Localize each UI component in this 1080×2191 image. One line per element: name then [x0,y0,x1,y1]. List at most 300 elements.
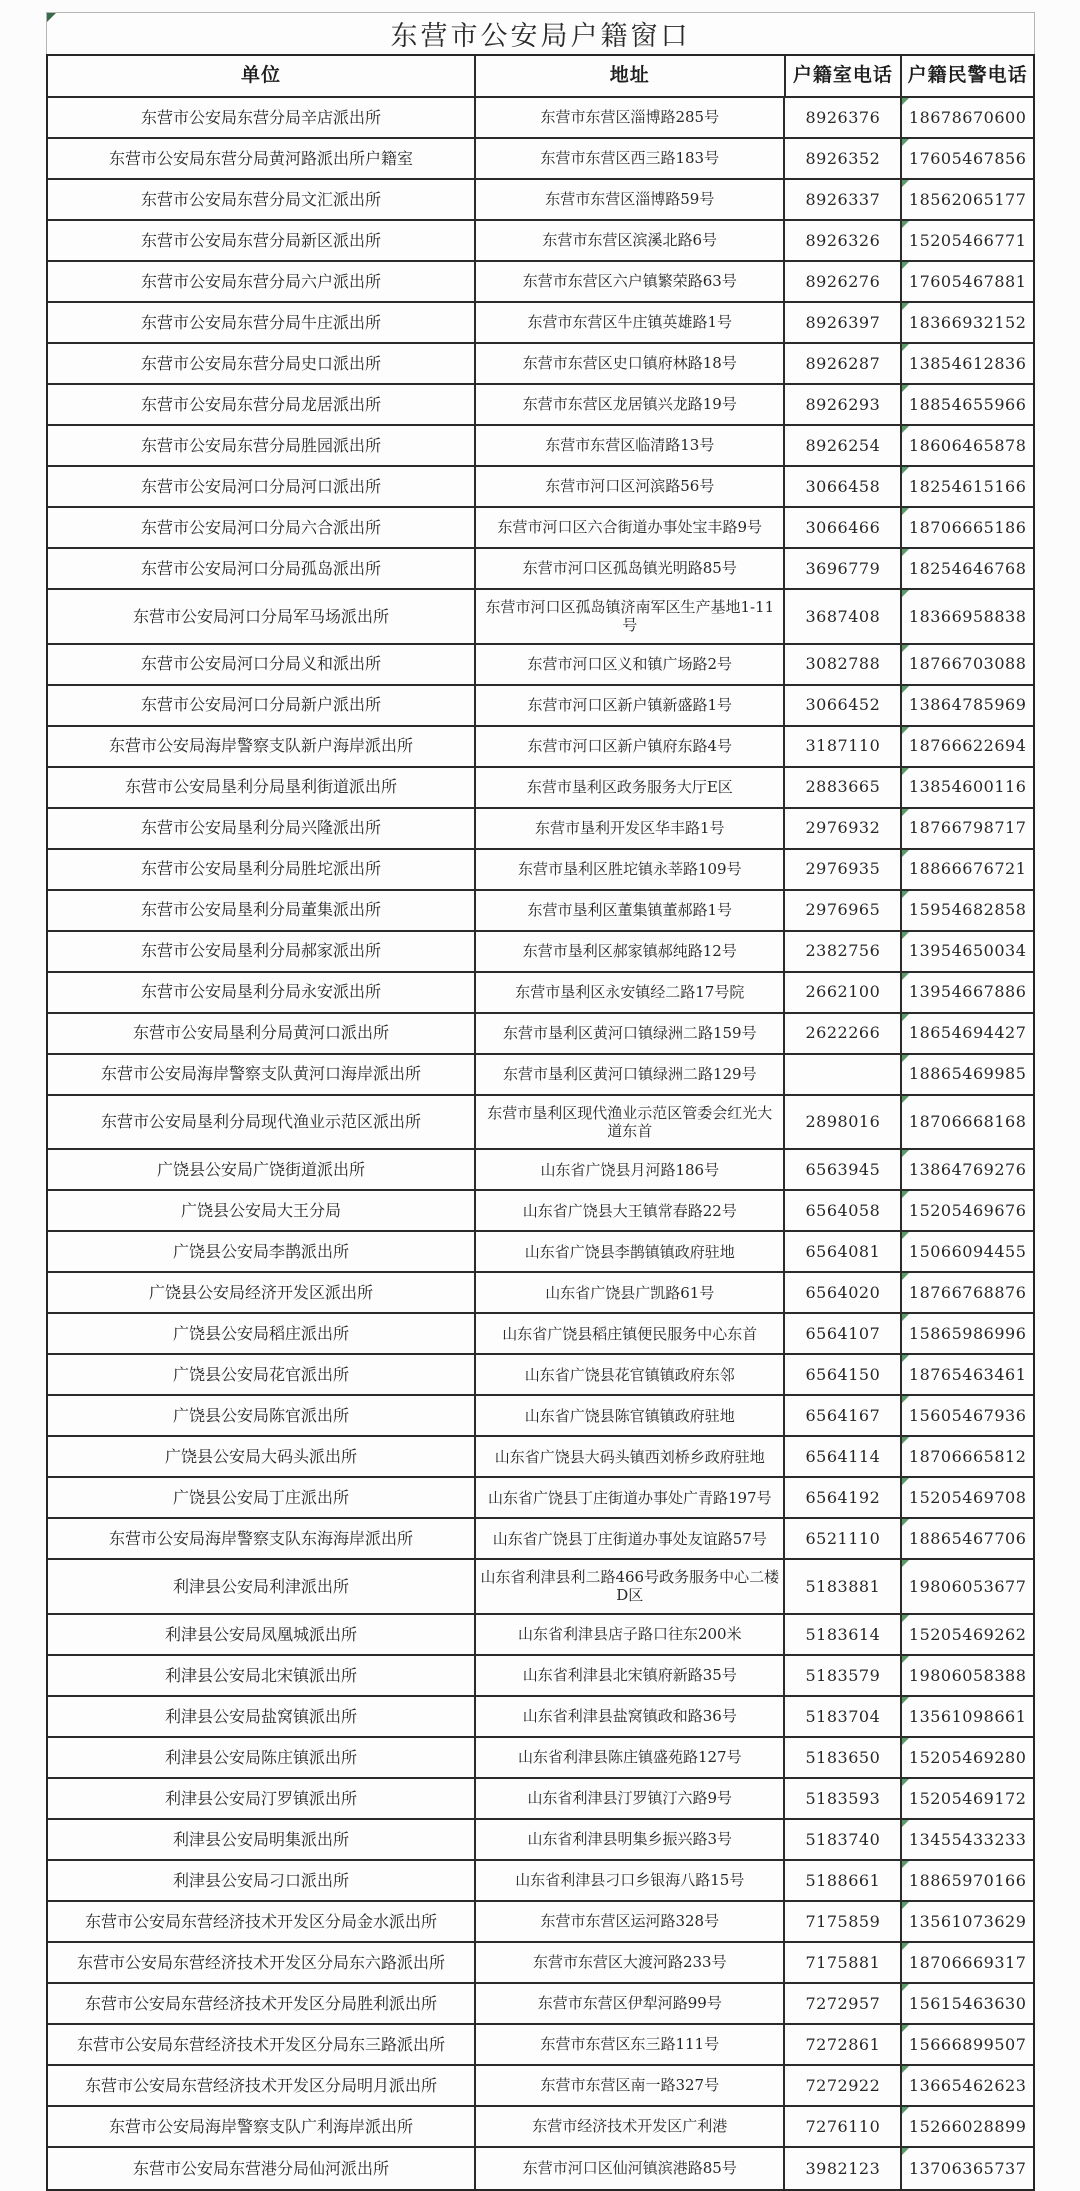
table-row [48,1656,1033,1697]
table-row [48,2107,1033,2148]
unit-cell: 东营市公安局垦利分局黄河口派出所 [48,1014,476,1053]
address-cell: 东营市东营区南一路327号 [476,2066,785,2105]
column-header-officer-phone: 户籍民警电话 [907,64,1028,87]
unit-cell: 利津县公安局明集派出所 [48,1820,476,1859]
officer-phone-cell: 15605467936 [902,1396,1033,1435]
address-cell: 东营市垦利区胜坨镇永莘路109号 [476,850,785,889]
unit-cell: 东营市公安局东营分局六户派出所 [48,262,476,301]
room-phone-cell: 5183881 [785,1560,902,1613]
officer-phone-cell: 15066094455 [902,1232,1033,1271]
officer-phone-cell: 17605467881 [902,262,1033,301]
room-phone-cell: 2382756 [785,932,902,971]
table-row [48,645,1033,686]
table-grid [46,54,1035,2191]
officer-phone-cell: 18865467706 [902,1519,1033,1558]
unit-cell: 广饶县公安局陈官派出所 [48,1396,476,1435]
room-phone-cell: 7272861 [785,2025,902,2064]
address-cell: 山东省利津县利二路466号政务服务中心二楼D区 [476,1560,785,1613]
officer-phone-cell: 15205469172 [902,1779,1033,1818]
cell-corner-marker-icon [902,1615,909,1622]
address-cell: 东营市东营区龙居镇兴龙路19号 [476,385,785,424]
table-row [48,1738,1033,1779]
table-row [48,1560,1033,1615]
table-title-row [46,12,1035,54]
cell-corner-marker-icon [902,426,909,433]
address-cell: 东营市垦利区政务服务大厅E区 [476,768,785,807]
table-row [48,344,1033,385]
table-row [48,891,1033,932]
table-row [48,932,1033,973]
table-row [48,98,1033,139]
cell-corner-marker-icon [902,1984,909,1991]
cell-corner-marker-icon [902,549,909,556]
table-row [48,549,1033,590]
table-row [48,426,1033,467]
address-cell: 东营市东营区临清路13号 [476,426,785,465]
column-header-unit: 单位 [48,56,476,96]
officer-phone-cell: 18706668168 [902,1096,1033,1149]
cell-corner-marker-icon [902,1232,909,1239]
unit-cell: 利津县公安局凤凰城派出所 [48,1615,476,1654]
address-cell: 东营市垦利区永安镇经二路17号院 [476,973,785,1012]
room-phone-cell: 8926287 [785,344,902,383]
room-phone-cell: 8926326 [785,221,902,260]
officer-phone-cell: 18854655966 [902,385,1033,424]
officer-phone-cell: 13864769276 [902,1150,1033,1189]
room-phone-cell: 3696779 [785,549,902,588]
room-phone-cell: 7272922 [785,2066,902,2105]
cell-corner-marker-icon [902,262,909,269]
officer-phone-cell: 19806053677 [902,1560,1033,1613]
table-row [48,1984,1033,2025]
table-row [48,1519,1033,1560]
table-row [48,1478,1033,1519]
cell-corner-marker-icon [902,645,909,652]
address-cell: 山东省广饶县广凯路61号 [476,1273,785,1312]
officer-phone-cell: 18366958838 [902,590,1033,643]
cell-corner-marker-icon [902,1396,909,1403]
room-phone-cell: 6521110 [785,1519,902,1558]
unit-cell: 东营市公安局垦利分局董集派出所 [48,891,476,930]
cell-corner-marker-icon [902,1861,909,1868]
table-row [48,1314,1033,1355]
officer-phone-cell: 13854612836 [902,344,1033,383]
cell-corner-marker-icon [902,850,909,857]
unit-cell: 东营市公安局垦利分局现代渔业示范区派出所 [48,1096,476,1149]
table-row [48,809,1033,850]
address-cell: 东营市东营区滨溪北路6号 [476,221,785,260]
unit-cell: 东营市公安局河口分局六合派出所 [48,508,476,547]
address-cell: 东营市垦利区董集镇董郝路1号 [476,891,785,930]
unit-cell: 广饶县公安局大王分局 [48,1191,476,1230]
room-phone-cell: 5188661 [785,1861,902,1900]
officer-phone-cell: 15205469280 [902,1738,1033,1777]
officer-phone-cell: 18254615166 [902,467,1033,506]
officer-phone-cell: 19806058388 [902,1656,1033,1695]
table-row [48,850,1033,891]
address-cell: 东营市垦利区现代渔业示范区管委会红光大道东首 [476,1096,785,1149]
column-header-room-phone: 户籍室电话 [786,56,903,96]
unit-cell: 东营市公安局东营分局辛店派出所 [48,98,476,137]
cell-corner-marker-icon [902,1560,909,1567]
room-phone-cell: 8926397 [785,303,902,342]
cell-corner-marker-icon [902,344,909,351]
room-phone-cell: 5183650 [785,1738,902,1777]
unit-cell: 东营市公安局东营经济技术开发区分局东六路派出所 [48,1943,476,1982]
address-cell: 山东省利津县北宋镇府新路35号 [476,1656,785,1695]
address-cell: 山东省广饶县稻庄镇便民服务中心东首 [476,1314,785,1353]
table-row [48,1943,1033,1984]
room-phone-cell: 2976935 [785,850,902,889]
unit-cell: 东营市公安局东营分局文汇派出所 [48,180,476,219]
unit-cell: 东营市公安局东营经济技术开发区分局东三路派出所 [48,2025,476,2064]
address-cell: 东营市垦利区郝家镇郝纯路12号 [476,932,785,971]
unit-cell: 广饶县公安局经济开发区派出所 [48,1273,476,1312]
address-cell: 东营市东营区牛庄镇英雄路1号 [476,303,785,342]
officer-phone-cell: 18766622694 [902,727,1033,766]
officer-phone-cell: 13561073629 [902,1902,1033,1941]
address-cell: 东营市河口区孤岛镇济南军区生产基地1-11号 [476,590,785,643]
officer-phone-cell: 18562065177 [902,180,1033,219]
room-phone-cell: 3082788 [785,645,902,684]
officer-phone-cell: 18606465878 [902,426,1033,465]
room-phone-cell: 2622266 [785,1014,902,1053]
table-row [48,1697,1033,1738]
address-cell: 东营市东营区东三路111号 [476,2025,785,2064]
officer-phone-cell: 15865986996 [902,1314,1033,1353]
cell-corner-marker-icon [902,932,909,939]
room-phone-cell: 5183593 [785,1779,902,1818]
unit-cell: 利津县公安局利津派出所 [48,1560,476,1613]
cell-corner-marker-icon [902,891,909,898]
address-cell: 山东省广饶县大码头镇西刘桥乡政府驻地 [476,1437,785,1476]
unit-cell: 东营市公安局垦利分局垦利街道派出所 [48,768,476,807]
room-phone-cell: 2976965 [785,891,902,930]
address-cell: 东营市东营区大渡河路233号 [476,1943,785,1982]
table-row [48,2066,1033,2107]
unit-cell: 广饶县公安局丁庄派出所 [48,1478,476,1517]
cell-corner-marker-icon [902,2025,909,2032]
address-cell: 东营市东营区六户镇繁荣路63号 [476,262,785,301]
address-cell: 东营市垦利开发区华丰路1号 [476,809,785,848]
unit-cell: 东营市公安局东营港分局仙河派出所 [48,2148,476,2189]
room-phone-cell: 5183579 [785,1656,902,1695]
address-cell: 东营市河口区义和镇广场路2号 [476,645,785,684]
room-phone-cell: 5183704 [785,1697,902,1736]
address-cell: 东营市东营区运河路328号 [476,1902,785,1941]
cell-corner-marker-icon [902,727,909,734]
address-cell: 东营市东营区伊犁河路99号 [476,1984,785,2023]
unit-cell: 东营市公安局河口分局义和派出所 [48,645,476,684]
officer-phone-cell: 15205469708 [902,1478,1033,1517]
cell-corner-marker-icon [902,1355,909,1362]
officer-phone-cell: 15615463630 [902,1984,1033,2023]
officer-phone-cell: 13854600116 [902,768,1033,807]
room-phone-cell: 8926293 [785,385,902,424]
table-row [48,1014,1033,1055]
table-row [48,139,1033,180]
cell-corner-marker-icon [902,1478,909,1485]
room-phone-cell: 6564107 [785,1314,902,1353]
address-cell: 东营市河口区仙河镇滨港路85号 [476,2148,785,2189]
room-phone-cell: 8926254 [785,426,902,465]
room-phone-cell: 2883665 [785,768,902,807]
cell-corner-marker-icon [902,2066,909,2073]
cell-corner-marker-icon [902,1437,909,1444]
table-row [48,467,1033,508]
cell-corner-marker-icon [902,686,909,693]
cell-corner-marker-icon [47,13,56,22]
table-row [48,2148,1033,2189]
officer-phone-cell: 18706665812 [902,1437,1033,1476]
table-row [48,1615,1033,1656]
officer-phone-cell: 18366932152 [902,303,1033,342]
room-phone-cell: 6564058 [785,1191,902,1230]
household-registration-table [46,12,1035,2191]
address-cell: 山东省利津县明集乡振兴路3号 [476,1820,785,1859]
table-row [48,303,1033,344]
cell-corner-marker-icon [902,1697,909,1704]
officer-phone-cell: 15266028899 [902,2107,1033,2146]
unit-cell: 东营市公安局垦利分局兴隆派出所 [48,809,476,848]
unit-cell: 广饶县公安局稻庄派出所 [48,1314,476,1353]
officer-phone-cell: 18654694427 [902,1014,1033,1053]
room-phone-cell: 5183614 [785,1615,902,1654]
unit-cell: 广饶县公安局李鹊派出所 [48,1232,476,1271]
cell-corner-marker-icon [902,1519,909,1526]
room-phone-cell: 6564192 [785,1478,902,1517]
officer-phone-cell: 13954650034 [902,932,1033,971]
room-phone-cell: 7175859 [785,1902,902,1941]
room-phone-cell: 3982123 [785,2148,902,2189]
address-cell: 山东省利津县店子路口往东200米 [476,1615,785,1654]
table-row [48,1437,1033,1478]
unit-cell: 利津县公安局盐窝镇派出所 [48,1697,476,1736]
unit-cell: 广饶县公安局大码头派出所 [48,1437,476,1476]
cell-corner-marker-icon [902,98,909,105]
officer-phone-cell: 18254646768 [902,549,1033,588]
room-phone-cell: 8926352 [785,139,902,178]
officer-phone-cell: 18766798717 [902,809,1033,848]
cell-corner-marker-icon [902,508,909,515]
address-cell: 东营市河口区河滨路56号 [476,467,785,506]
table-row [48,1861,1033,1902]
table-row [48,385,1033,426]
room-phone-cell: 3187110 [785,727,902,766]
cell-corner-marker-icon [902,768,909,775]
table-row [48,973,1033,1014]
unit-cell: 东营市公安局东营分局新区派出所 [48,221,476,260]
room-phone-cell: 6564114 [785,1437,902,1476]
cell-corner-marker-icon [902,590,909,597]
unit-cell: 东营市公安局东营分局牛庄派出所 [48,303,476,342]
unit-cell: 东营市公安局东营经济技术开发区分局胜利派出所 [48,1984,476,2023]
address-cell: 山东省利津县盐窝镇政和路36号 [476,1697,785,1736]
table-row [48,1273,1033,1314]
officer-phone-cell: 18765463461 [902,1355,1033,1394]
address-cell: 东营市河口区孤岛镇光明路85号 [476,549,785,588]
officer-phone-cell: 15666899507 [902,2025,1033,2064]
room-phone-cell: 8926337 [785,180,902,219]
room-phone-cell: 6564081 [785,1232,902,1271]
cell-corner-marker-icon [902,1656,909,1663]
unit-cell: 广饶县公安局花官派出所 [48,1355,476,1394]
table-row [48,1096,1033,1151]
table-row [48,1779,1033,1820]
unit-cell: 利津县公安局刁口派出所 [48,1861,476,1900]
address-cell: 东营市河口区六合街道办事处宝丰路9号 [476,508,785,547]
room-phone-cell: 3066466 [785,508,902,547]
unit-cell: 东营市公安局河口分局新户派出所 [48,686,476,725]
unit-cell: 东营市公安局东营分局胜园派出所 [48,426,476,465]
room-phone-cell: 6564020 [785,1273,902,1312]
room-phone-cell: 3687408 [785,590,902,643]
officer-phone-cell: 15954682858 [902,891,1033,930]
officer-phone-cell: 18865469985 [902,1055,1033,1094]
table-row [48,1191,1033,1232]
officer-phone-cell: 18706669317 [902,1943,1033,1982]
cell-corner-marker-icon [902,2148,909,2155]
address-cell: 东营市垦利区黄河口镇绿洲二路159号 [476,1014,785,1053]
officer-phone-cell: 13864785969 [902,686,1033,725]
room-phone-cell: 8926276 [785,262,902,301]
cell-corner-marker-icon [902,2107,909,2114]
table-row [48,1150,1033,1191]
address-cell: 山东省利津县汀罗镇汀六路9号 [476,1779,785,1818]
cell-corner-marker-icon [902,1779,909,1786]
cell-corner-marker-icon [902,139,909,146]
table-body [48,98,1033,2189]
address-cell: 山东省广饶县陈官镇镇政府驻地 [476,1396,785,1435]
table-row [48,1902,1033,1943]
cell-corner-marker-icon [902,1150,909,1157]
cell-corner-marker-icon [902,1055,909,1062]
unit-cell: 东营市公安局海岸警察支队广利海岸派出所 [48,2107,476,2146]
table-row [48,221,1033,262]
cell-corner-marker-icon [902,809,909,816]
table-row [48,262,1033,303]
address-cell: 山东省广饶县大王镇常春路22号 [476,1191,785,1230]
unit-cell: 东营市公安局东营分局史口派出所 [48,344,476,383]
address-cell: 东营市东营区西三路183号 [476,139,785,178]
address-cell: 东营市垦利区黄河口镇绿洲二路129号 [476,1055,785,1094]
table-row [48,686,1033,727]
room-phone-cell: 2976932 [785,809,902,848]
address-cell: 山东省利津县陈庄镇盛苑路127号 [476,1738,785,1777]
officer-phone-cell: 18865970166 [902,1861,1033,1900]
unit-cell: 东营市公安局海岸警察支队新户海岸派出所 [48,727,476,766]
unit-cell: 东营市公安局河口分局河口派出所 [48,467,476,506]
table-row [48,1396,1033,1437]
address-cell: 东营市经济技术开发区广利港 [476,2107,785,2146]
unit-cell: 利津县公安局汀罗镇派出所 [48,1779,476,1818]
officer-phone-cell: 13706365737 [902,2148,1033,2189]
cell-corner-marker-icon [902,303,909,310]
unit-cell: 东营市公安局海岸警察支队黄河口海岸派出所 [48,1055,476,1094]
room-phone-cell: 5183740 [785,1820,902,1859]
unit-cell: 东营市公安局东营经济技术开发区分局明月派出所 [48,2066,476,2105]
cell-corner-marker-icon [902,180,909,187]
officer-phone-cell: 13954667886 [902,973,1033,1012]
cell-corner-marker-icon [902,1738,909,1745]
officer-phone-cell: 18766768876 [902,1273,1033,1312]
table-row [48,1355,1033,1396]
room-phone-cell: 7272957 [785,1984,902,2023]
cell-corner-marker-icon [902,1943,909,1950]
column-header-address: 地址 [476,56,785,96]
officer-phone-cell: 18766703088 [902,645,1033,684]
officer-phone-cell: 17605467856 [902,139,1033,178]
room-phone-cell: 6563945 [785,1150,902,1189]
table-row [48,508,1033,549]
address-cell: 山东省广饶县月河路186号 [476,1150,785,1189]
table-header-row [48,56,1033,98]
unit-cell: 东营市公安局垦利分局胜坨派出所 [48,850,476,889]
room-phone-cell: 8926376 [785,98,902,137]
table-row [48,1820,1033,1861]
officer-phone-cell: 15205469262 [902,1615,1033,1654]
unit-cell: 东营市公安局东营分局黄河路派出所户籍室 [48,139,476,178]
cell-corner-marker-icon [902,1014,909,1021]
officer-phone-cell: 15205469676 [902,1191,1033,1230]
officer-phone-cell: 13455433233 [902,1820,1033,1859]
unit-cell: 东营市公安局东营分局龙居派出所 [48,385,476,424]
address-cell: 东营市河口区新户镇府东路4号 [476,727,785,766]
officer-phone-cell: 18678670600 [902,98,1033,137]
room-phone-cell: 2662100 [785,973,902,1012]
room-phone-cell: 3066458 [785,467,902,506]
address-cell: 山东省广饶县丁庄街道办事处友谊路57号 [476,1519,785,1558]
unit-cell: 东营市公安局海岸警察支队东海海岸派出所 [48,1519,476,1558]
cell-corner-marker-icon [902,973,909,980]
address-cell: 山东省广饶县丁庄街道办事处广青路197号 [476,1478,785,1517]
room-phone-cell: 6564167 [785,1396,902,1435]
page-title: 东营市公安局户籍窗口 [390,21,691,52]
room-phone-cell: 2898016 [785,1096,902,1149]
table-row [48,1232,1033,1273]
room-phone-cell [785,1055,902,1094]
officer-phone-cell: 15205466771 [902,221,1033,260]
address-cell: 东营市东营区淄博路285号 [476,98,785,137]
cell-corner-marker-icon [902,1902,909,1909]
unit-cell: 广饶县公安局广饶街道派出所 [48,1150,476,1189]
unit-cell: 东营市公安局河口分局孤岛派出所 [48,549,476,588]
table-row [48,1055,1033,1096]
cell-corner-marker-icon [902,221,909,228]
room-phone-cell: 3066452 [785,686,902,725]
address-cell: 东营市东营区史口镇府林路18号 [476,344,785,383]
room-phone-cell: 7175881 [785,1943,902,1982]
cell-corner-marker-icon [902,1096,909,1103]
table-row [48,590,1033,645]
address-cell: 山东省利津县刁口乡银海八路15号 [476,1861,785,1900]
table-row [48,180,1033,221]
officer-phone-cell: 18866676721 [902,850,1033,889]
cell-corner-marker-icon [902,385,909,392]
unit-cell: 东营市公安局垦利分局永安派出所 [48,973,476,1012]
unit-cell: 利津县公安局陈庄镇派出所 [48,1738,476,1777]
officer-phone-cell: 18706665186 [902,508,1033,547]
officer-phone-cell: 13561098661 [902,1697,1033,1736]
address-cell: 东营市河口区新户镇新盛路1号 [476,686,785,725]
officer-phone-cell: 13665462623 [902,2066,1033,2105]
unit-cell: 东营市公安局河口分局军马场派出所 [48,590,476,643]
unit-cell: 东营市公安局东营经济技术开发区分局金水派出所 [48,1902,476,1941]
address-cell: 山东省广饶县花官镇镇政府东邻 [476,1355,785,1394]
room-phone-cell: 7276110 [785,2107,902,2146]
table-row [48,727,1033,768]
table-row [48,2025,1033,2066]
